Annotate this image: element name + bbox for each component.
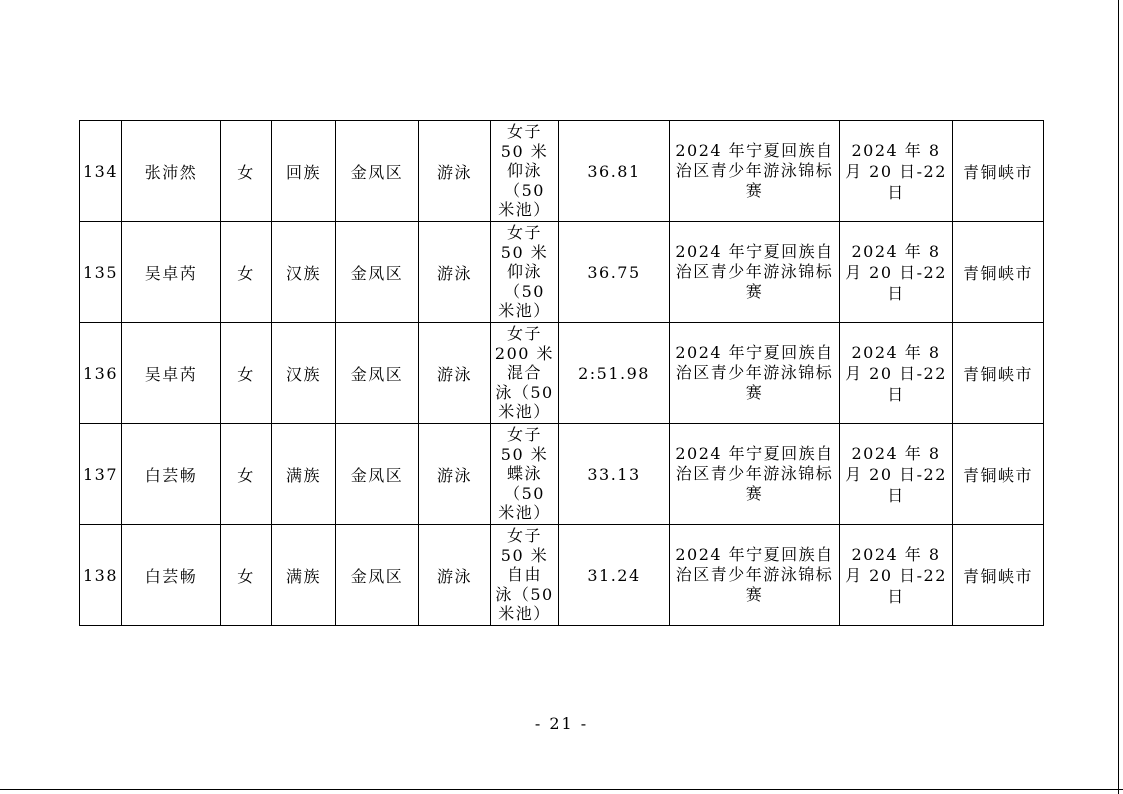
- athlete-name: 白芸畅: [122, 424, 221, 525]
- athlete-name: 张沛然: [122, 121, 221, 222]
- event-line: 女子: [506, 122, 542, 142]
- table-row: [80, 323, 1044, 424]
- row-number: 136: [80, 323, 122, 424]
- results-table: [79, 120, 1044, 626]
- page-edge-right: [1118, 0, 1119, 794]
- competition-date: 2024 年 8 月 20 日-22 日: [840, 323, 953, 424]
- page-number: - 21 -: [534, 714, 589, 733]
- event-line: 米池）: [498, 200, 551, 220]
- gender: 女: [221, 222, 272, 323]
- table-row: [80, 424, 1044, 525]
- table-row: [80, 222, 1044, 323]
- result: 36.81: [559, 121, 670, 222]
- event-line: 50 米: [500, 242, 549, 262]
- venue: 青铜峡市: [953, 121, 1044, 222]
- sport: 游泳: [419, 424, 491, 525]
- competition: 2024 年宁夏回族自治区青少年游泳锦标赛: [670, 525, 840, 626]
- event-line: 女子: [506, 425, 542, 445]
- competition-date: 2024 年 8 月 20 日-22 日: [840, 121, 953, 222]
- ethnicity: 汉族: [272, 222, 336, 323]
- ethnicity: 回族: [272, 121, 336, 222]
- table-row: [80, 525, 1044, 626]
- venue: 青铜峡市: [953, 525, 1044, 626]
- row-number: 138: [80, 525, 122, 626]
- event: [491, 222, 559, 323]
- event-line: 女子: [506, 324, 542, 344]
- page-edge-bottom: [0, 789, 1123, 790]
- event-line: 混合: [506, 363, 542, 383]
- venue: 青铜峡市: [953, 222, 1044, 323]
- event-line: 米池）: [498, 301, 551, 321]
- event-line: 50 米: [500, 444, 549, 464]
- result: 33.13: [559, 424, 670, 525]
- competition: 2024 年宁夏回族自治区青少年游泳锦标赛: [670, 323, 840, 424]
- table-row: [80, 121, 1044, 222]
- event: [491, 424, 559, 525]
- sport: 游泳: [419, 525, 491, 626]
- event-line: 仰泳: [506, 262, 542, 282]
- result: 2:51.98: [559, 323, 670, 424]
- gender: 女: [221, 525, 272, 626]
- gender: 女: [221, 121, 272, 222]
- row-number: 137: [80, 424, 122, 525]
- district: 金凤区: [336, 323, 419, 424]
- event: [491, 121, 559, 222]
- event-line: 米池）: [498, 402, 551, 422]
- venue: 青铜峡市: [953, 424, 1044, 525]
- gender: 女: [221, 424, 272, 525]
- competition: 2024 年宁夏回族自治区青少年游泳锦标赛: [670, 222, 840, 323]
- competition: 2024 年宁夏回族自治区青少年游泳锦标赛: [670, 424, 840, 525]
- competition-date: 2024 年 8 月 20 日-22 日: [840, 424, 953, 525]
- sport: 游泳: [419, 121, 491, 222]
- competition-date: 2024 年 8 月 20 日-22 日: [840, 525, 953, 626]
- event-line: （50: [504, 483, 545, 503]
- event-line: （50: [504, 281, 545, 301]
- event-line: 米池）: [498, 604, 551, 624]
- event-line: 自由: [506, 565, 542, 585]
- athlete-name: 吴卓芮: [122, 222, 221, 323]
- district: 金凤区: [336, 121, 419, 222]
- competition: 2024 年宁夏回族自治区青少年游泳锦标赛: [670, 121, 840, 222]
- athlete-name: 白芸畅: [122, 525, 221, 626]
- event-line: 泳（50: [495, 584, 554, 604]
- district: 金凤区: [336, 222, 419, 323]
- event-line: 仰泳: [506, 161, 542, 181]
- competition-date: 2024 年 8 月 20 日-22 日: [840, 222, 953, 323]
- event-line: 女子: [506, 526, 542, 546]
- sport: 游泳: [419, 323, 491, 424]
- district: 金凤区: [336, 424, 419, 525]
- sport: 游泳: [419, 222, 491, 323]
- gender: 女: [221, 323, 272, 424]
- event-line: 泳（50: [495, 382, 554, 402]
- event-line: 女子: [506, 223, 542, 243]
- event-line: 50 米: [500, 545, 549, 565]
- event-line: 200 米: [494, 343, 555, 363]
- result: 36.75: [559, 222, 670, 323]
- row-number: 135: [80, 222, 122, 323]
- event-line: 米池）: [498, 503, 551, 523]
- event-line: 蝶泳: [506, 464, 542, 484]
- ethnicity: 满族: [272, 424, 336, 525]
- venue: 青铜峡市: [953, 323, 1044, 424]
- event: [491, 323, 559, 424]
- event-line: 50 米: [500, 141, 549, 161]
- event-line: （50: [504, 180, 545, 200]
- event: [491, 525, 559, 626]
- district: 金凤区: [336, 525, 419, 626]
- ethnicity: 满族: [272, 525, 336, 626]
- row-number: 134: [80, 121, 122, 222]
- ethnicity: 汉族: [272, 323, 336, 424]
- athlete-name: 吴卓芮: [122, 323, 221, 424]
- result: 31.24: [559, 525, 670, 626]
